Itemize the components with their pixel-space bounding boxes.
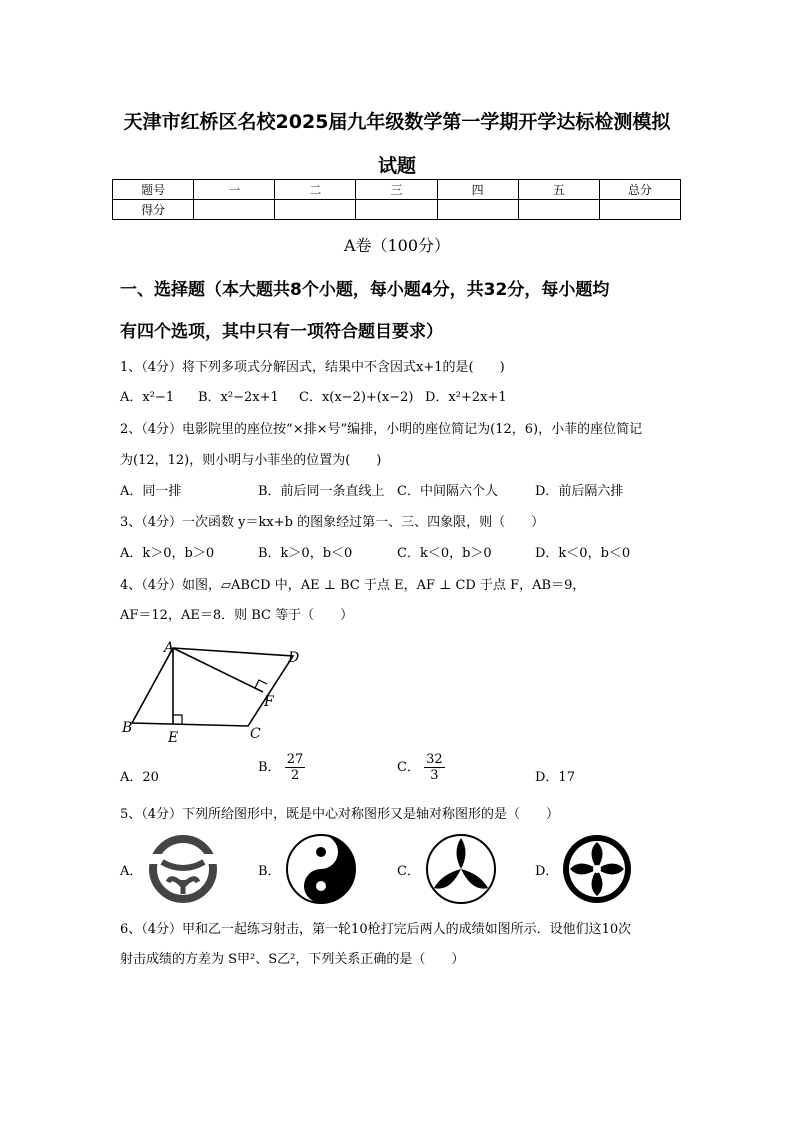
page-title-line2: 试题	[377, 155, 416, 177]
q2-option-c: C．中间隔六个人	[397, 484, 498, 499]
q4-option-c	[397, 752, 445, 783]
q4-stem-line1: 4、（4分）如图，▱ABCD 中，AE ⊥ BC 于点 E，AF ⊥ CD 于点 F，AB＝9，	[120, 578, 586, 593]
q3-option-b: B．k＞0，b＜0	[258, 546, 353, 561]
q4-option-b-prefix: B．	[258, 760, 281, 775]
q5-figure-c-propeller	[424, 832, 498, 906]
q2-option-b: B．前后同一条直线上	[258, 484, 385, 499]
q3-option-a: A．k＞0，b＞0	[120, 546, 215, 561]
q2-stem-line2: 为(12，12)，则小明与小菲坐的位置为( )	[120, 453, 382, 468]
score-table	[112, 179, 681, 220]
q1-option-d: D．x²+2x+1	[425, 390, 507, 405]
q3-stem: 3、（4分）一次函数 y＝kx+b 的图象经过第一、三、四象限，则（ ）	[120, 515, 545, 530]
score-cell	[518, 200, 599, 220]
q4-option-c-numerator: 32	[426, 752, 443, 767]
page-title-line1: 天津市红桥区名校2025届九年级数学第一学期开学达标检测模拟	[123, 111, 671, 133]
q1-stem: 1、（4分）将下列多项式分解因式，结果中不含因式x+1的是( )	[120, 360, 505, 375]
q4-option-b-numerator: 27	[286, 752, 304, 767]
score-table-header-cell: 题号	[113, 180, 194, 200]
score-table-score-row	[113, 200, 681, 220]
q2-stem-line1: 2、（4分）电影院里的座位按“×排×号”编排，小明的座位简记为(12，6)，小菲的座位简记	[120, 422, 643, 437]
q3-option-c: C．k＜0，b＞0	[397, 546, 492, 561]
right-angle-mark-f	[255, 680, 267, 688]
q5-option-a-label: A．	[120, 864, 143, 879]
q3-option-d: D．k＜0，b＜0	[535, 546, 631, 561]
score-cell	[194, 200, 275, 220]
score-table-header-cell: 四	[437, 180, 518, 200]
parallelogram-figure	[118, 636, 318, 748]
part1-heading-line2: 有四个选项，其中只有一项符合题目要求）	[120, 322, 443, 342]
vertex-label-e: E	[168, 730, 179, 746]
q1-option-b: B．x²−2x+1	[198, 390, 279, 405]
q5-figure-a	[148, 834, 218, 904]
score-cell	[275, 200, 356, 220]
q5-option-c-label: C．	[397, 864, 420, 879]
q4-stem-line2: AF＝12，AE＝8．则 BC 等于（ ）	[120, 608, 354, 623]
score-table-header-cell: 一	[194, 180, 275, 200]
parallelogram-abcd	[132, 648, 293, 726]
q2-option-d: D．前后隔六排	[535, 484, 624, 499]
vertex-label-f: F	[264, 694, 274, 710]
q4-option-c-fraction	[424, 752, 445, 783]
score-row-label: 得分	[113, 200, 194, 220]
section-a-heading: A卷（100分）	[343, 236, 451, 255]
q5-figure-b-taiji	[284, 832, 358, 906]
score-cell	[599, 200, 680, 220]
score-table-header-row	[113, 180, 681, 200]
score-table-header-cell: 二	[275, 180, 356, 200]
q4-option-c-denominator: 3	[430, 768, 439, 783]
q5-option-d-label: D．	[535, 864, 559, 879]
q4-option-a: A．20	[120, 770, 159, 785]
q1-option-a: A．x²−1	[120, 390, 175, 405]
right-angle-mark-e	[173, 715, 182, 724]
vertex-label-d: D	[288, 650, 300, 666]
q4-option-d: D．17	[535, 770, 575, 785]
score-table-header-cell: 三	[356, 180, 437, 200]
score-cell	[356, 200, 437, 220]
q4-option-b	[258, 752, 305, 783]
score-table-header-cell: 五	[518, 180, 599, 200]
vertex-label-a: A	[164, 640, 175, 656]
q2-option-a: A．同一排	[120, 484, 182, 499]
q5-figure-d-flower	[560, 832, 634, 906]
segment-af	[173, 648, 263, 692]
vertex-label-b: B	[122, 720, 133, 736]
q4-option-c-prefix: C．	[397, 760, 420, 775]
q4-option-b-fraction	[285, 752, 306, 783]
score-table-header-cell: 总分	[599, 180, 680, 200]
vertex-label-c: C	[250, 726, 261, 742]
q5-stem: 5、（4分）下列所给图形中，既是中心对称图形又是轴对称图形的是（ ）	[120, 807, 560, 822]
q6-stem-line2: 射击成绩的方差为 S甲²、S乙²，下列关系正确的是（ ）	[120, 952, 465, 967]
q4-option-b-denominator: 2	[290, 768, 300, 783]
q1-option-c: C．x(x−2)+(x−2)	[299, 390, 414, 405]
part1-heading-line1: 一、选择题（本大题共8个小题，每小题4分，共32分，每小题均	[120, 280, 610, 300]
q5-option-b-label: B．	[258, 864, 281, 879]
q6-stem-line1: 6、（4分）甲和乙一起练习射击，第一轮10枪打完后两人的成绩如图所示．设他们这10次	[120, 922, 632, 937]
score-cell	[437, 200, 518, 220]
